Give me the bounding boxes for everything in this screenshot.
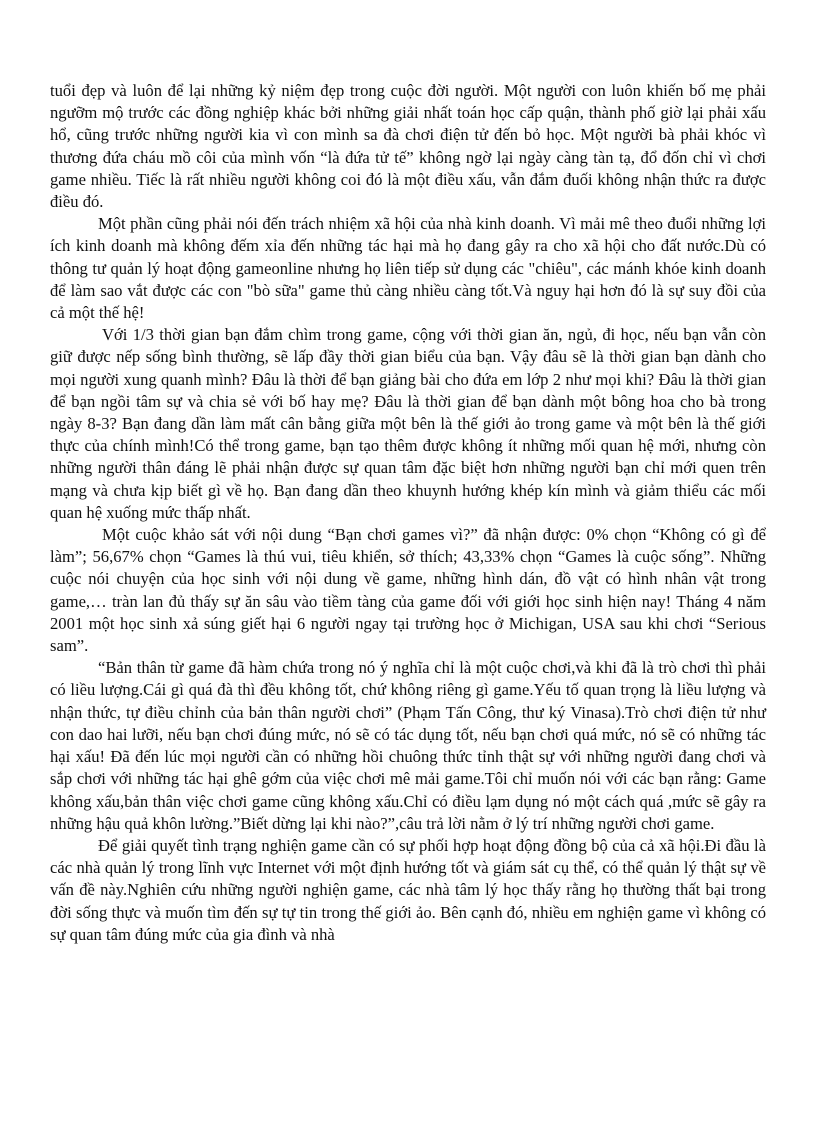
paragraph-1: tuổi đẹp và luôn để lại những kỷ niệm đẹp trong cuộc đời người. Một người con luôn khiến bố mẹ phải ngưỡm mộ trước các đồng nghiệp khác bởi những giải nhất toán học cấp quận, thành phố giờ lại phải xấu hổ, cũng trước những người kia vì con mình sa đà chơi điện tử đến bỏ học. Một người bà phải khóc vì thương đứa cháu mồ côi của mình vốn “là đứa tử tế” không ngờ lại ngày càng tàn tạ, đổ đốn chỉ vì chơi game nhiều. Tiếc là rất nhiều người không coi đó là một điều xấu, vẫn đắm đuối không nhận thức ra được điều đó. xyxy=(50,81,766,212)
paragraph-4: Một cuộc khảo sát với nội dung “Bạn chơi games vì?” đã nhận được: 0% chọn “Không có gì để làm”; 56,67% chọn “Games là thú vui, tiêu khiển, sở thích; 43,33% chọn “Games là cuộc sống”. Những cuộc nói chuyện của học sinh với nội dung về game, những hình dán, đồ vật có hình nhân vật trong game,… tràn lan đủ thấy sự ăn sâu vào tiềm tàng của game đối với giới học sinh hiện nay! Tháng 4 năm 2001 một học sinh xả súng giết hại 6 người ngay tại trường học ở Michigan, USA sau khi chơi “Serious sam”. xyxy=(50,525,766,656)
document-page xyxy=(50,80,766,946)
paragraph-3: Với 1/3 thời gian bạn đắm chìm trong game, cộng với thời gian ăn, ngủ, đi học, nếu bạn vẫn còn giữ được nếp sống bình thường, sẽ lấp đầy thời gian biểu của bạn. Vậy đâu sẽ là thời gian bạn dành cho mọi người xung quanh mình? Đâu là thời để bạn giảng bài cho đứa em lớp 2 như mọi khi? Đâu là thời gian để bạn ngồi tâm sự và chia sẻ với bố hay mẹ? Đâu là thời gian để bạn dành một bông hoa cho bà trong ngày 8-3? Bạn đang dần làm mất cân bằng giữa một bên là thế giới ảo trong game và một bên là thế giới thực của chính mình!Có thể trong game, bạn tạo thêm được không ít những mối quan hệ mới, nhưng còn những người thân đáng lẽ phải nhận được sự quan tâm đặc biệt hơn những người bạn chỉ mới quen trên mạng và chưa kịp biết gì về họ. Bạn đang dần theo khuynh hướng khép kín mình và giảm thiểu các mối quan hệ xuống mức thấp nhất. xyxy=(50,325,766,522)
paragraph-2: Một phần cũng phải nói đến trách nhiệm xã hội của nhà kinh doanh. Vì mải mê theo đuổi những lợi ích kinh doanh mà không đếm xỉa đến những tác hại mà họ đang gây ra cho xã hội cho đất nước.Dù có thông tư quản lý hoạt động gameonline nhưng họ liên tiếp sử dụng các "chiêu", các mánh khóe kinh doanh để làm sao vắt được các con "bò sữa" game thủ càng nhiều càng tốt.Và nguy hại hơn đó là sự suy đồi của cả một thế hệ! xyxy=(50,214,766,323)
paragraph-6: Để giải quyết tình trạng nghiện game cần có sự phối hợp hoạt động đồng bộ của cả xã hội.Đi đầu là các nhà quản lý trong lĩnh vực Internet với một định hướng tốt và giám sát cụ thể, có thể quản lý thật sự về vấn đề này.Nghiên cứu những người nghiện game, các nhà tâm lý học thấy rằng họ thường thất bại trong đời sống thực và muốn tìm đến sự tự tin trong thế giới ảo. Bên cạnh đó, nhiều em nghiện game vì không có sự quan tâm đúng mức của gia đình và nhà xyxy=(50,835,766,944)
paragraph-5: “Bản thân từ game đã hàm chứa trong nó ý nghĩa chỉ là một cuộc chơi,và khi đã là trò chơi thì phải có liều lượng.Cái gì quá đà thì đều không tốt, chứ không riêng gì game.Yếu tố quan trọng là liều lượng và nhận thức, tự điều chỉnh của bản thân người chơi” (Phạm Tấn Công, thư ký Vinasa).Trò chơi điện tử như con dao hai lưỡi, nếu bạn chơi đúng mức, nó sẽ có tác dụng tốt, nếu bạn chơi quá mức, nó sẽ có những tác hại xấu! Đã đến lúc mọi người cần có những hồi chuông thức tỉnh thật sự với những người đang chơi và sắp chơi với những tác hại ghê gớm của việc chơi mê mải game.Tôi chỉ muốn nói với các bạn rằng: Game không xấu,bản thân việc chơi game cũng không xấu.Chỉ có điều lạm dụng nó một cách quá ,mức sẽ gây ra những hậu quả khôn lường.”Biết dừng lại khi nào?”,câu trả lời nằm ở lý trí những người chơi game. xyxy=(50,658,766,833)
